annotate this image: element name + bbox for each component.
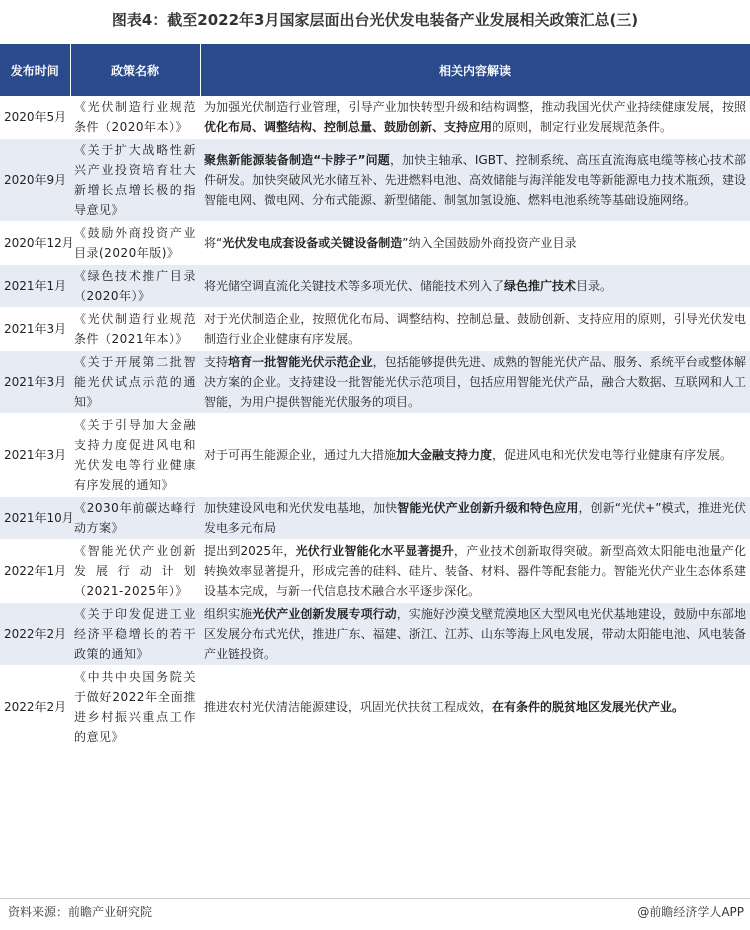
brand-credit: @前瞻经济学人APP xyxy=(637,905,744,919)
content-text: 对于光伏制造企业，按照优化布局、调整结构、控制总量、鼓励创新、支持应用的原则，引导光伏发电制造行业企业健康有序发展。 xyxy=(204,312,746,346)
content-text: ”纳入全国鼓励外商投资产业目录 xyxy=(402,236,577,250)
content-highlight: 绿色推广技术 xyxy=(504,279,577,293)
page-title: 图表4：截至2022年3月国家层面出台光伏发电装备产业发展相关政策汇总(三) xyxy=(111,11,639,29)
content-highlight: 光伏产业创新发展专项行动 xyxy=(252,607,397,621)
content-text: 组织实施 xyxy=(204,607,253,621)
table-row xyxy=(0,540,750,603)
footer xyxy=(0,898,750,929)
source-note: 资料来源：前瞻产业研究院 xyxy=(8,905,153,919)
policy-content xyxy=(200,414,750,497)
table-row xyxy=(0,308,750,351)
content-highlight: 光伏发电成套设备或关键设备制造 xyxy=(222,236,403,250)
table-row xyxy=(0,666,750,749)
release-date: 2022年1月 xyxy=(0,540,70,603)
policy-content xyxy=(200,666,750,749)
table-row xyxy=(0,351,750,414)
header-date: 发布时间 xyxy=(0,44,70,96)
policy-content xyxy=(200,308,750,351)
policy-name: 《关于开展第二批智能光伏试点示范的通知》 xyxy=(70,351,200,414)
release-date: 2021年10月 xyxy=(0,497,70,540)
content-text: ，包括能够提供先进、成熟的智能光伏产品、服务、系统平台或整体解决方案的企业。支持建设一批智能光伏示范项目，包括应用智能光伏产品，融合大数据、互联网和人工智能，为用户提供智能光伏服务的项目。 xyxy=(204,355,746,409)
policy-name: 《2030年前碳达峰行动方案》 xyxy=(70,497,200,540)
content-text: ，创新“光伏+”模式，推进光伏发电多元布局 xyxy=(204,501,746,535)
release-date: 2020年9月 xyxy=(0,139,70,222)
content-text: 对于可再生能源企业，通过九大措施 xyxy=(204,448,397,462)
content-text: ，实施好沙漠戈壁荒漠地区大型风电光伏基地建设，鼓励中东部地区发展分布式光伏，推进广东、福建、浙江、江苏、山东等海上风电发展，带动太阳能电池、风电装备产业链投资。 xyxy=(204,607,746,661)
table-row xyxy=(0,96,750,139)
policy-name: 《关于印发促进工业经济平稳增长的若干政策的通知》 xyxy=(70,603,200,666)
policy-name: 《鼓励外商投资产业目录(2020年版)》 xyxy=(70,222,200,265)
release-date: 2021年3月 xyxy=(0,351,70,414)
release-date: 2022年2月 xyxy=(0,603,70,666)
content-text: 支持 xyxy=(204,355,229,369)
table-row xyxy=(0,139,750,222)
release-date: 2021年3月 xyxy=(0,308,70,351)
content-highlight: 智能光伏产业创新升级和特色应用 xyxy=(397,501,579,515)
table-row xyxy=(0,265,750,308)
header-name: 政策名称 xyxy=(70,44,200,96)
table-row xyxy=(0,603,750,666)
content-highlight: 培育一批智能光伏示范企业 xyxy=(228,355,373,369)
policy-content xyxy=(200,139,750,222)
policy-name: 《关于引导加大金融支持力度促进风电和光伏发电等行业健康有序发展的通知》 xyxy=(70,414,200,497)
policy-name: 《绿色技术推广目录（2020年）》 xyxy=(70,265,200,308)
policy-name: 《中共中央国务院关于做好2022年全面推进乡村振兴重点工作的意见》 xyxy=(70,666,200,749)
policy-content xyxy=(200,222,750,265)
content-text: ，促进风电和光伏发电等行业健康有序发展。 xyxy=(492,448,733,462)
content-highlight: 光伏行业智能化水平显著提升 xyxy=(295,544,454,558)
content-highlight: 加大金融支持力度 xyxy=(396,448,493,462)
policy-name: 《关于扩大战略性新兴产业投资培育壮大新增长点增长极的指导意见》 xyxy=(70,139,200,222)
policy-content xyxy=(200,351,750,414)
content-highlight: 优化布局、调整结构、控制总量、鼓励创新、支持应用 xyxy=(204,120,493,134)
policy-name: 《智能光伏产业创新发展行动计划（2021-2025年）》 xyxy=(70,540,200,603)
table-header-row xyxy=(0,44,750,96)
policy-content xyxy=(200,265,750,308)
release-date: 2021年1月 xyxy=(0,265,70,308)
content-text: 加快建设风电和光伏发电基地，加快 xyxy=(204,501,398,515)
policy-name: 《光伏制造行业规范条件（2020年本）》 xyxy=(70,96,200,139)
content-highlight: 在有条件的脱贫地区发展光伏产业。 xyxy=(492,700,685,714)
release-date: 2022年2月 xyxy=(0,666,70,749)
content-text: 为加强光伏制造行业管理，引导产业加快转型升级和结构调整，推动我国光伏产业持续健康发展，按照 xyxy=(204,100,746,114)
release-date: 2020年5月 xyxy=(0,96,70,139)
table-row xyxy=(0,497,750,540)
policy-content xyxy=(200,603,750,666)
content-text: ，加快主轴承、IGBT、控制系统、高压直流海底电缆等核心技术部件研发。加快突破风光水储互补、先进燃料电池、高效储能与海洋能发电等新能源电力技术瓶颈，建设智能电网、微电网、分布式能源、新型储能、制氢加氢设施、燃料电池系统等基础设施网络。 xyxy=(204,153,746,207)
content-text: 将光储空调直流化关键技术等多项光伏、储能技术列入了 xyxy=(204,279,505,293)
table-row xyxy=(0,222,750,265)
policy-content xyxy=(200,96,750,139)
release-date: 2021年3月 xyxy=(0,414,70,497)
content-text: ，产业技术创新取得突破。新型高效太阳能电池量产化转换效率显著提升，形成完善的硅料、硅片、装备、材料、器件等配套能力。智能光伏产业生态体系建设基本完成，与新一代信息技术融合水平逐步深化。 xyxy=(204,544,746,598)
content-text: 的原则，制定行业发展规范条件。 xyxy=(492,120,673,134)
policy-table xyxy=(0,44,750,749)
policy-name: 《光伏制造行业规范条件（2021年本）》 xyxy=(70,308,200,351)
release-date: 2020年12月 xyxy=(0,222,70,265)
table-row xyxy=(0,414,750,497)
content-text: 目录。 xyxy=(576,279,613,293)
policy-content xyxy=(200,497,750,540)
content-text: 将“ xyxy=(204,236,223,250)
policy-content xyxy=(200,540,750,603)
content-text: 推进农村光伏清洁能源建设，巩固光伏扶贫工程成效， xyxy=(204,700,493,714)
content-highlight: 聚焦新能源装备制造“卡脖子”问题 xyxy=(204,153,390,167)
content-text: 提出到2025年， xyxy=(204,544,296,558)
header-content: 相关内容解读 xyxy=(200,44,750,96)
table-body xyxy=(0,96,750,749)
